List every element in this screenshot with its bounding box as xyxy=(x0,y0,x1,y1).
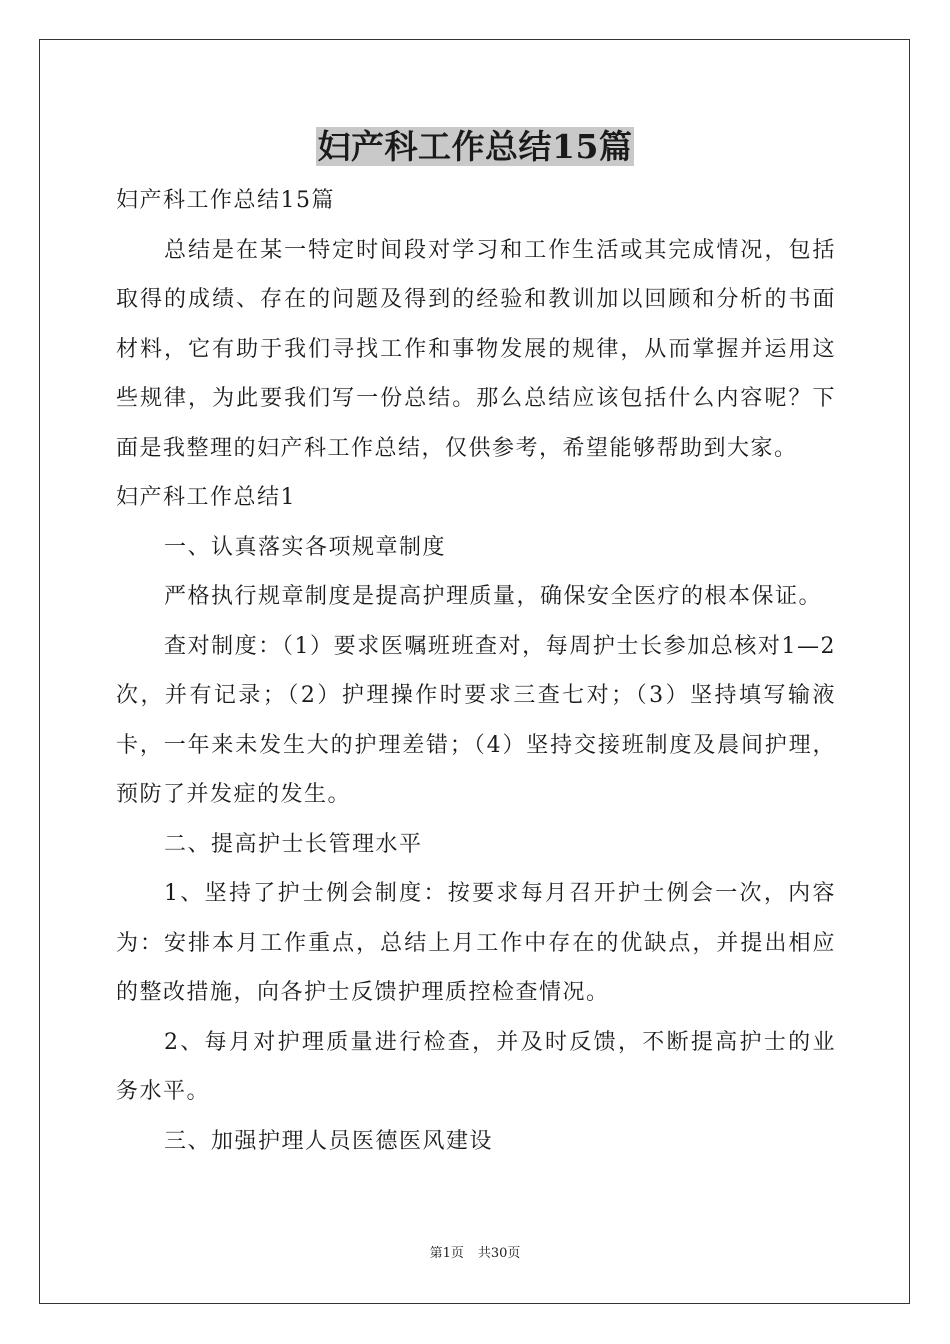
page-number: 第1页 xyxy=(429,1246,464,1261)
paragraph: 1、坚持了护士例会制度：按要求每月召开护士例会一次，内容为：安排本月工作重点，总结上月工作中存在的优缺点，并提出相应的整改措施，向各护士反馈护理质控检查情况。 xyxy=(116,881,836,1005)
paragraph: 严格执行规章制度是提高护理质量，确保安全医疗的根本保证。 xyxy=(164,584,823,609)
document-title-text: 妇产科工作总结15篇 xyxy=(317,127,633,166)
document-body xyxy=(116,176,836,1166)
paragraph-intro: 总结是在某一特定时间段对学习和工作生活或其完成情况，包括取得的成绩、存在的问题及得到的经验和教训加以回顾和分析的书面材料，它有助于我们寻找工作和事物发展的规律，从而掌握并运用这些规律，为此要我们写一份总结。那么总结应该包括什么内容呢？下面是我整理的妇产科工作总结，仅供参考，希望能够帮助到大家。 xyxy=(116,237,836,461)
paragraph: 查对制度：（1）要求医嘱班班查对，每周护士长参加总核对1—2次，并有记录；（2）护理操作时要求三查七对；（3）坚持填写输液卡，一年来未发生大的护理差错；（4）坚持交接班制度及晨间护理，预防了并发症的发生。 xyxy=(116,633,836,807)
paragraph-heading-2: 二、提高护士长管理水平 xyxy=(164,831,423,857)
paragraph-subtitle: 妇产科工作总结15篇 xyxy=(116,188,335,213)
paragraph: 2、每月对护理质量进行检查，并及时反馈，不断提高护士的业务水平。 xyxy=(116,1029,836,1104)
paragraph-heading-1: 一、认真落实各项规章制度 xyxy=(164,534,447,560)
paragraph-heading-3: 三、加强护理人员医德医风建设 xyxy=(164,1128,494,1154)
document-title xyxy=(0,124,950,170)
page-total: 共30页 xyxy=(477,1246,521,1261)
paragraph-section-heading: 妇产科工作总结1 xyxy=(116,485,296,510)
page-footer xyxy=(0,1245,950,1263)
